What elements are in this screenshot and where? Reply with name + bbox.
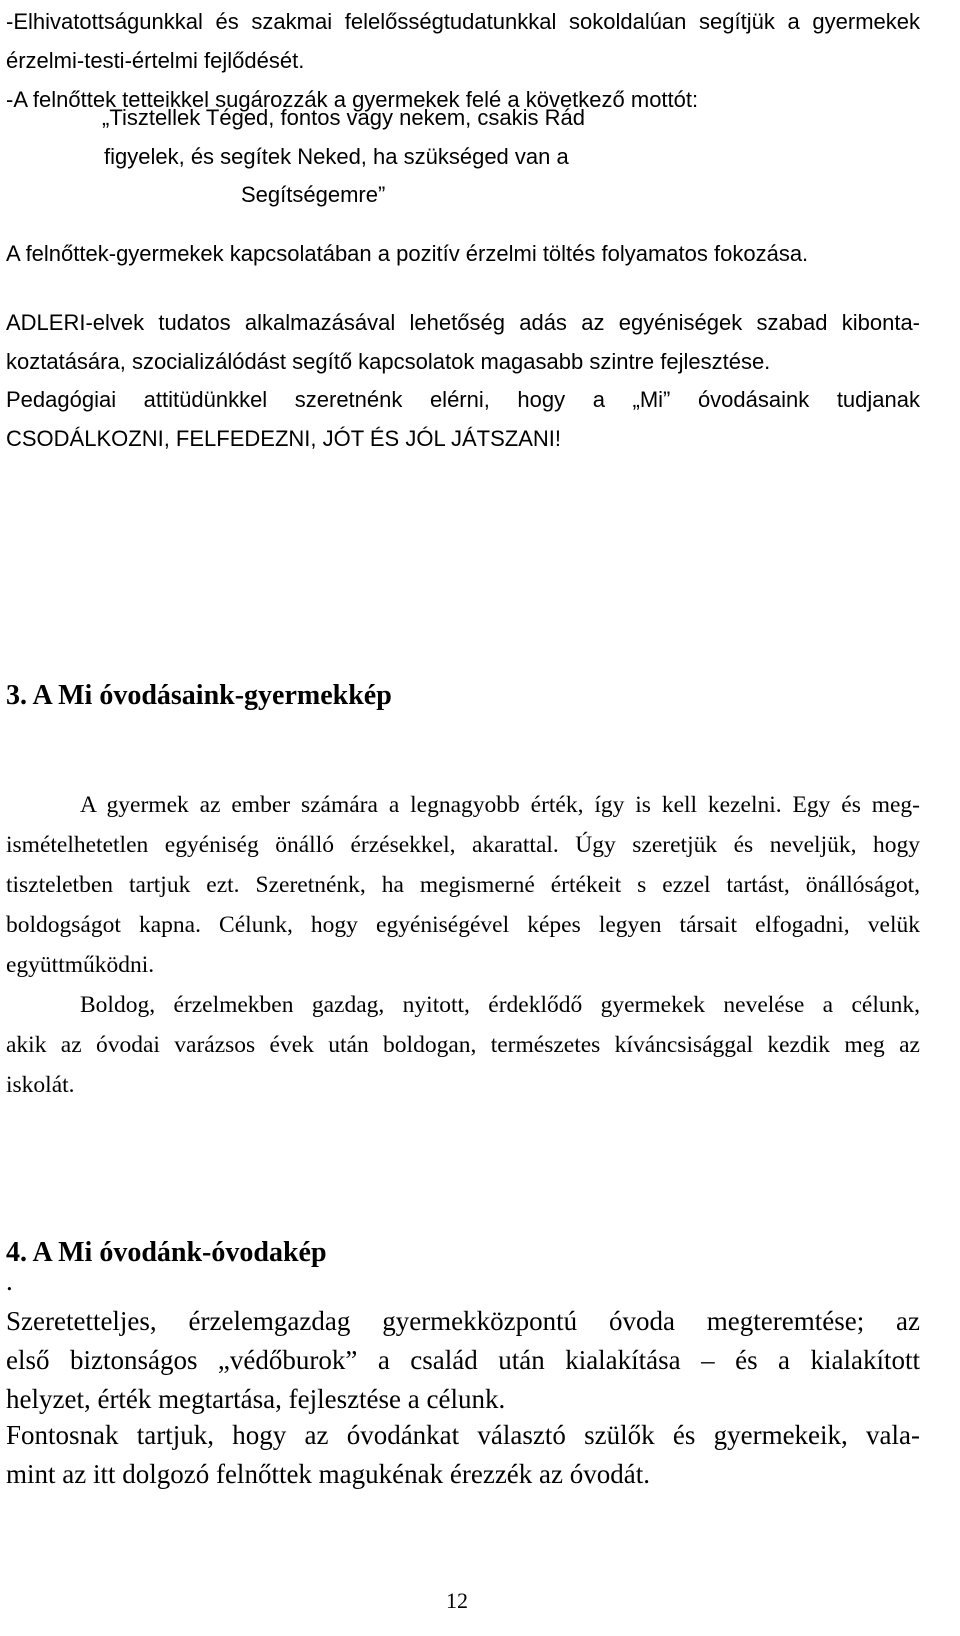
motto [102, 98, 585, 137]
motto-line-2-wrap [104, 137, 569, 176]
s3-p1-line-1: A gyermek az ember számára a legnagyobb érték, így is kell kezelni. Egy és meg- [80, 792, 920, 818]
s3-p2-line-2: akik az óvodai varázsos évek után boldogan, természetes kíváncsisággal kezdik meg az [6, 1032, 920, 1058]
s3-p2-line-1: Boldog, érzelmekben gazdag, nyitott, érdeklődő gyermekek nevelése a célunk, [80, 992, 920, 1018]
adler-paragraph [6, 303, 920, 381]
section-4-heading: 4. A Mi óvodánk-óvodakép [6, 1237, 327, 1268]
section-4-dot: . [6, 1266, 13, 1296]
section-3-heading: 3. A Mi óvodásaink-gyermekkép [6, 680, 392, 711]
s3-p1-line-2: ismételhetetlen egyéniség önálló érzésekkel, akarattal. Úgy szeretjük és neveljük, hogy [6, 832, 920, 858]
adler-line-1: ADLERI-elvek tudatos alkalmazásával lehetőség adás az egyéniségek szabad kibonta- [6, 310, 920, 335]
motto-line-3: Segítségemre” [241, 182, 386, 207]
attitude-line-2: CSODÁLKOZNI, FELFEDEZNI, JÓT ÉS JÓL JÁTSZANI! [6, 426, 561, 451]
motto-line-3-wrap [241, 175, 385, 214]
section-4-paragraph-1 [6, 1302, 920, 1419]
motto-line-2: figyelek, és segítek Neked, ha szükséged van a [104, 144, 569, 169]
s4-p2-line-2: mint az itt dolgozó felnőttek magukénak érezzék az óvodát. [6, 1459, 650, 1489]
page-number: 12 [446, 1588, 468, 1613]
attitude-paragraph [6, 380, 920, 458]
intro-line-2: érzelmi-testi-értelmi fejlődését. [6, 48, 305, 73]
intro-line-1: -Elhivatottságunkkal és szakmai felelősségtudatunkkal sokoldalúan segítjük a gyermekek [6, 9, 920, 34]
s4-p1-line-3: helyzet, érték megtartása, fejlesztése a célunk. [6, 1384, 506, 1414]
s4-p2-line-1: Fontosnak tartjuk, hogy az óvodánkat választó szülők és gyermekeik, vala- [6, 1420, 920, 1450]
s4-p1-line-2: első biztonságos „védőburok” a család után kialakítása – és a kialakított [6, 1345, 920, 1375]
s3-p1-line-3: tiszteletben tartjuk ezt. Szeretnénk, ha megismerné értékeit s ezzel tartást, önállóságot, [6, 872, 920, 898]
s3-p1-line-5: együttműködni. [6, 952, 155, 978]
motto-line-1: „Tisztellek Téged, fontos vagy nekem, csakis Rád [102, 105, 585, 130]
s4-p1-line-1: Szeretetteljes, érzelemgazdag gyermekközpontú óvoda megteremtése; az [6, 1306, 920, 1336]
relation-line: A felnőttek-gyermekek kapcsolatában a pozitív érzelmi töltés folyamatos fokozása. [6, 241, 809, 266]
intro-line-3: -A felnőttek tetteikkel sugározzák a gyermekek felé a következő mottót: [6, 87, 699, 112]
attitude-line-1: Pedagógiai attitüdünkkel szeretnénk elérni, hogy a „Mi” óvodásaink tudjanak [6, 387, 920, 412]
section-3-paragraph-1 [6, 785, 920, 985]
s3-p1-line-4: boldogságot kapna. Célunk, hogy egyéniségével képes legyen társait elfogadni, velük [6, 912, 920, 938]
s3-p2-line-3: iskolát. [6, 1072, 75, 1098]
adler-line-2: koztatására, szocializálódást segítő kapcsolatok magasabb szintre fejlesztése. [6, 349, 771, 374]
relation-paragraph [6, 234, 920, 273]
section-3-paragraph-2 [6, 985, 920, 1105]
section-4-paragraph-2 [6, 1416, 920, 1494]
